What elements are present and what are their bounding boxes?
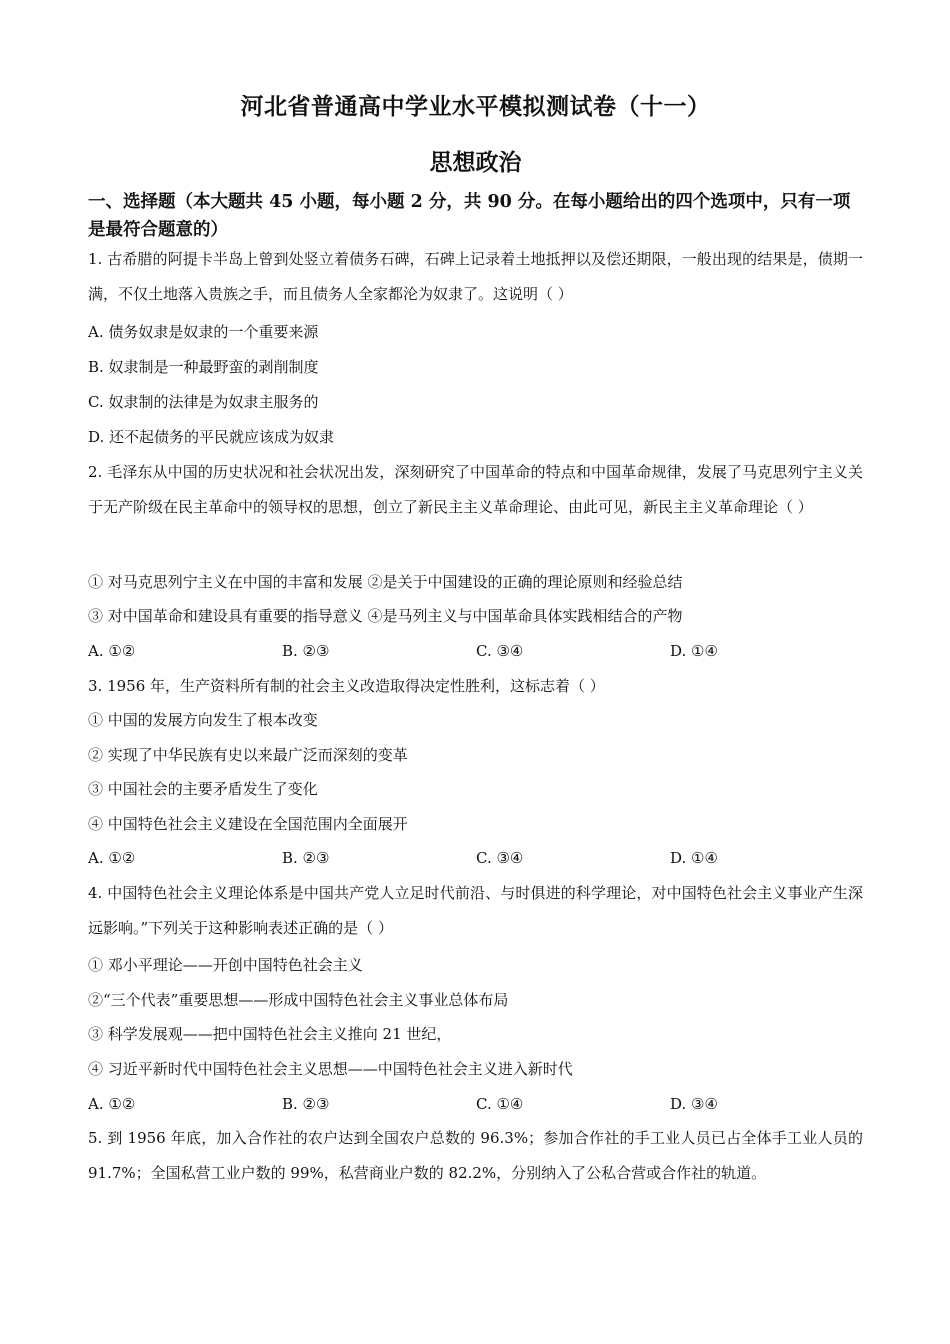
- question-1-option-d: D. 还不起债务的平民就应该成为奴隶: [88, 428, 335, 446]
- question-1-stem: 1. 古希腊的阿提卡半岛上曾到处竖立着债务石碑，石碑上记录着土地抵押以及偿还期限，一般出现的结果是，债期一满，不仅土地落入贵族之手，而且债务人全家都沦为奴隶了。这说明（ ）: [88, 250, 863, 303]
- exam-title: 河北省普通高中学业水平模拟测试卷（十一）: [240, 93, 711, 120]
- question-3-choice-c: C. ③④: [476, 849, 524, 867]
- question-3-item-1: ① 中国的发展方向发生了根本改变: [88, 711, 318, 729]
- question-3-choice-d: D. ①④: [670, 849, 718, 867]
- question-1-option-a: A. 债务奴隶是奴隶的一个重要来源: [88, 323, 319, 341]
- question-4-choice-c: C. ①④: [476, 1095, 524, 1113]
- question-3-item-2: ② 实现了中华民族有史以来最广泛而深刻的变革: [88, 746, 408, 764]
- question-4-item-1: ① 邓小平理论——开创中国特色社会主义: [88, 956, 363, 974]
- question-3-item-3: ③ 中国社会的主要矛盾发生了变化: [88, 780, 318, 798]
- question-4-item-2: ②“三个代表”重要思想——形成中国特色社会主义事业总体布局: [88, 991, 509, 1009]
- question-2-items-line-2: ③ 对中国革命和建设具有重要的指导意义 ④是马列主义与中国革命具体实践相结合的产物: [88, 607, 683, 625]
- question-4-choice-d: D. ③④: [670, 1095, 718, 1113]
- question-5-stem: 5. 到 1956 年底，加入合作社的农户达到全国农户总数的 96.3%；参加合作社的手工业人员已占全体手工业人员的 91.7%；全国私营工业户数的 99%，私营商业户数的 82.2%，分别纳入了公私合营或合作社的轨道。: [88, 1129, 863, 1182]
- subject-title: 思想政治: [429, 149, 522, 176]
- question-2-choice-c: C. ③④: [476, 642, 524, 660]
- question-4-item-3: ③ 科学发展观——把中国特色社会主义推向 21 世纪，: [88, 1025, 452, 1043]
- question-4-choices: [88, 1094, 863, 1114]
- question-1-option-b: B. 奴隶制是一种最野蛮的剥削制度: [88, 358, 319, 376]
- question-3-choices: [88, 848, 863, 868]
- question-1-option-c: C. 奴隶制的法律是为奴隶主服务的: [88, 393, 319, 411]
- question-3-choice-b: B. ②③: [282, 849, 330, 867]
- question-2-items-line-1: ① 对马克思列宁主义在中国的丰富和发展 ②是关于中国建设的正确的理论原则和经验总结: [88, 573, 683, 591]
- question-4-choice-a: A. ①②: [88, 1095, 136, 1113]
- question-2-choice-b: B. ②③: [282, 642, 330, 660]
- question-2-choices: [88, 641, 863, 661]
- question-2-stem: 2. 毛泽东从中国的历史状况和社会状况出发，深刻研究了中国革命的特点和中国革命规律，发展了马克思列宁主义关于无产阶级在民主革命中的领导权的思想，创立了新民主主义革命理论、由此可见，新民主主义革命理论（ ）: [88, 463, 863, 516]
- question-3-choice-a: A. ①②: [88, 849, 136, 867]
- section-heading: 一、选择题（本大题共 45 小题，每小题 2 分，共 90 分。在每小题给出的四个选项中，只有一项是最符合题意的）: [88, 192, 851, 240]
- question-4-choice-b: B. ②③: [282, 1095, 330, 1113]
- question-4-stem: 4. 中国特色社会主义理论体系是中国共产党人立足时代前沿、与时俱进的科学理论，对中国特色社会主义事业产生深远影响。”下列关于这种影响表述正确的是（ ）: [88, 884, 863, 937]
- question-4-item-4: ④ 习近平新时代中国特色社会主义思想——中国特色社会主义进入新时代: [88, 1060, 573, 1078]
- question-3-stem: 3. 1956 年，生产资料所有制的社会主义改造取得决定性胜利，这标志着（ ）: [88, 677, 605, 695]
- question-2-choice-a: A. ①②: [88, 642, 136, 660]
- question-3-item-4: ④ 中国特色社会主义建设在全国范围内全面展开: [88, 815, 408, 833]
- question-2-choice-d: D. ①④: [670, 642, 718, 660]
